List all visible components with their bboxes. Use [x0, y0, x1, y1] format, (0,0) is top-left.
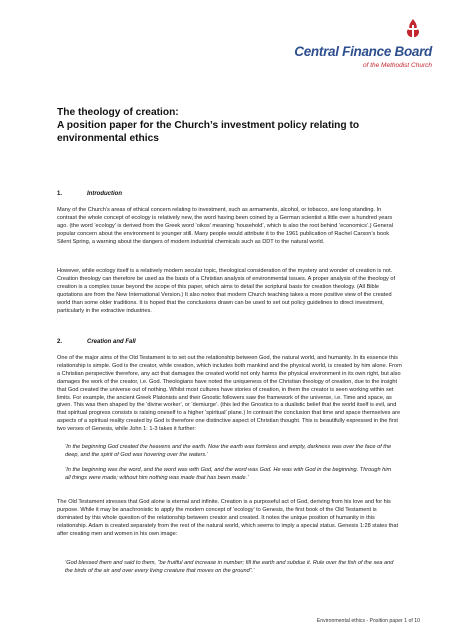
- scripture-quote: ‘In the beginning was the word, and the word was with God, and the word was God. He was with God in the beginning. Through him all things were made; without him nothing was made that has been made.’: [65, 467, 392, 481]
- scripture-quote: ‘God blessed them and said to them, “be fruitful and increase in number; fill the earth and subdue it. Rule over the fish of the sea and the birds of the air and over every living creature that moves on the ground”.’: [65, 560, 394, 574]
- logo-name: Central Finance Board: [294, 44, 432, 59]
- section-number: 1.: [57, 191, 63, 197]
- section-title: Introduction: [87, 191, 122, 197]
- title-line-1: The theology of creation:: [57, 107, 179, 118]
- title-line-2: A position paper for the Church’s investment policy relating to environmental ethics: [57, 120, 360, 144]
- scripture-quote: ‘In the beginning God created the heavens and the earth. Now the earth was formless and empty, darkness was over the face of the deep, and the spirit of God was hovering over the waters.’: [65, 444, 392, 458]
- paragraph: However, while ecology itself is a relatively modern secular topic, theological consideration of the mystery and wonder of creation is not. Creation theology can therefore be used as the basis of a Christian analysis of environmental issues. A proper analysis of the theology of creation is a complex issue beyond the scope of this paper, which aims to detail the scriptural basis for creation theology. (All Bible quotations are from the New International Version.) It also notes that modern Church teaching takes a more positive view of the created world than some older traditions. It is hoped that the conclusions drawn can be used to set out policy guidelines to direct investment, particularly in the extractive industries.: [57, 268, 395, 314]
- paragraph: Many of the Church’s areas of ethical concern relating to investment, such as armaments, alcohol, or tobacco, are long standing. In contrast the whole concept of ecology is relatively new, the word having been coined by a German scientist a little over a hundred years ago. (the word ‘ecology’ is derived from the Greek word ‘oikos’ meaning ‘household’, which is also the root behind ‘economics’.) General popular concern about the environment is younger still. Many people would attribute it to the 1961 publication of Rachel Carson’s book Silent Spring, a warning about the dangers of modern industrial chemicals such as DDT to the natural world.: [57, 207, 394, 245]
- section-number: 2.: [57, 339, 63, 345]
- logo-subtitle: of the Methodist Church: [362, 62, 432, 69]
- section-title: Creation and Fall: [87, 339, 136, 345]
- methodist-cross-flame-icon: [402, 18, 424, 40]
- paragraph: The Old Testament stresses that God alone is eternal and infinite. Creation is a purposeful act of God, deriving from his love and for his purpose. While it may be anachronistic to apply the modern concept of ‘ecology’ to Genesis, the first book of the Old Testament is dominated by this whole question of the relationship between creator and created. It notes the unique position of humanity in this relationship. Adam is created separately from the rest of the natural world, which seems to imply a special status. Genesis 1:28 states that after creating men and women in his own image:: [57, 499, 399, 537]
- section-heading-introduction: [57, 191, 122, 197]
- section-heading-creation-and-fall: [57, 339, 136, 345]
- logo: [272, 18, 432, 74]
- page-footer: Environmental ethics - Position paper 1 of 10: [316, 618, 420, 624]
- page-title: [57, 106, 397, 145]
- paragraph: One of the major aims of the Old Testament is to set out the relationship between God, the natural world, and humanity. In its essence this relationship is simple. God is the creator, while creation, which includes both mankind and the physical world, is created by him alone. From a Christian perspective therefore, any act that damages the created world not only harms the physical environment in its own right, but also damages the work of the creator, i.e. God. Theologians have noted the uniqueness of the Christian theology of creation, due to the insight that God created the universe out of nothing. Whilst most cultures have stories of creation, in them the creator is seen working within set limits. For example, the ancient Greek Platonists and their Gnostic followers saw the framework of the universe, i.e. Time and space, as given. This was then shaped by the ‘divine worker’, or ‘demiurge’. (this led the Gnostics to a dualistic belief that the world itself is evil, and that spiritual progress consists is raising oneself to a higher ‘spiritual’ plane.) In contrast the conclusion that time and space themselves are aspects of a spiritual reality created by God is therefore one distinctive aspect of Christian thought. This is beautifully expressed in the first two verses of Genesis, while John 1: 1-3 takes it further:: [57, 355, 402, 433]
